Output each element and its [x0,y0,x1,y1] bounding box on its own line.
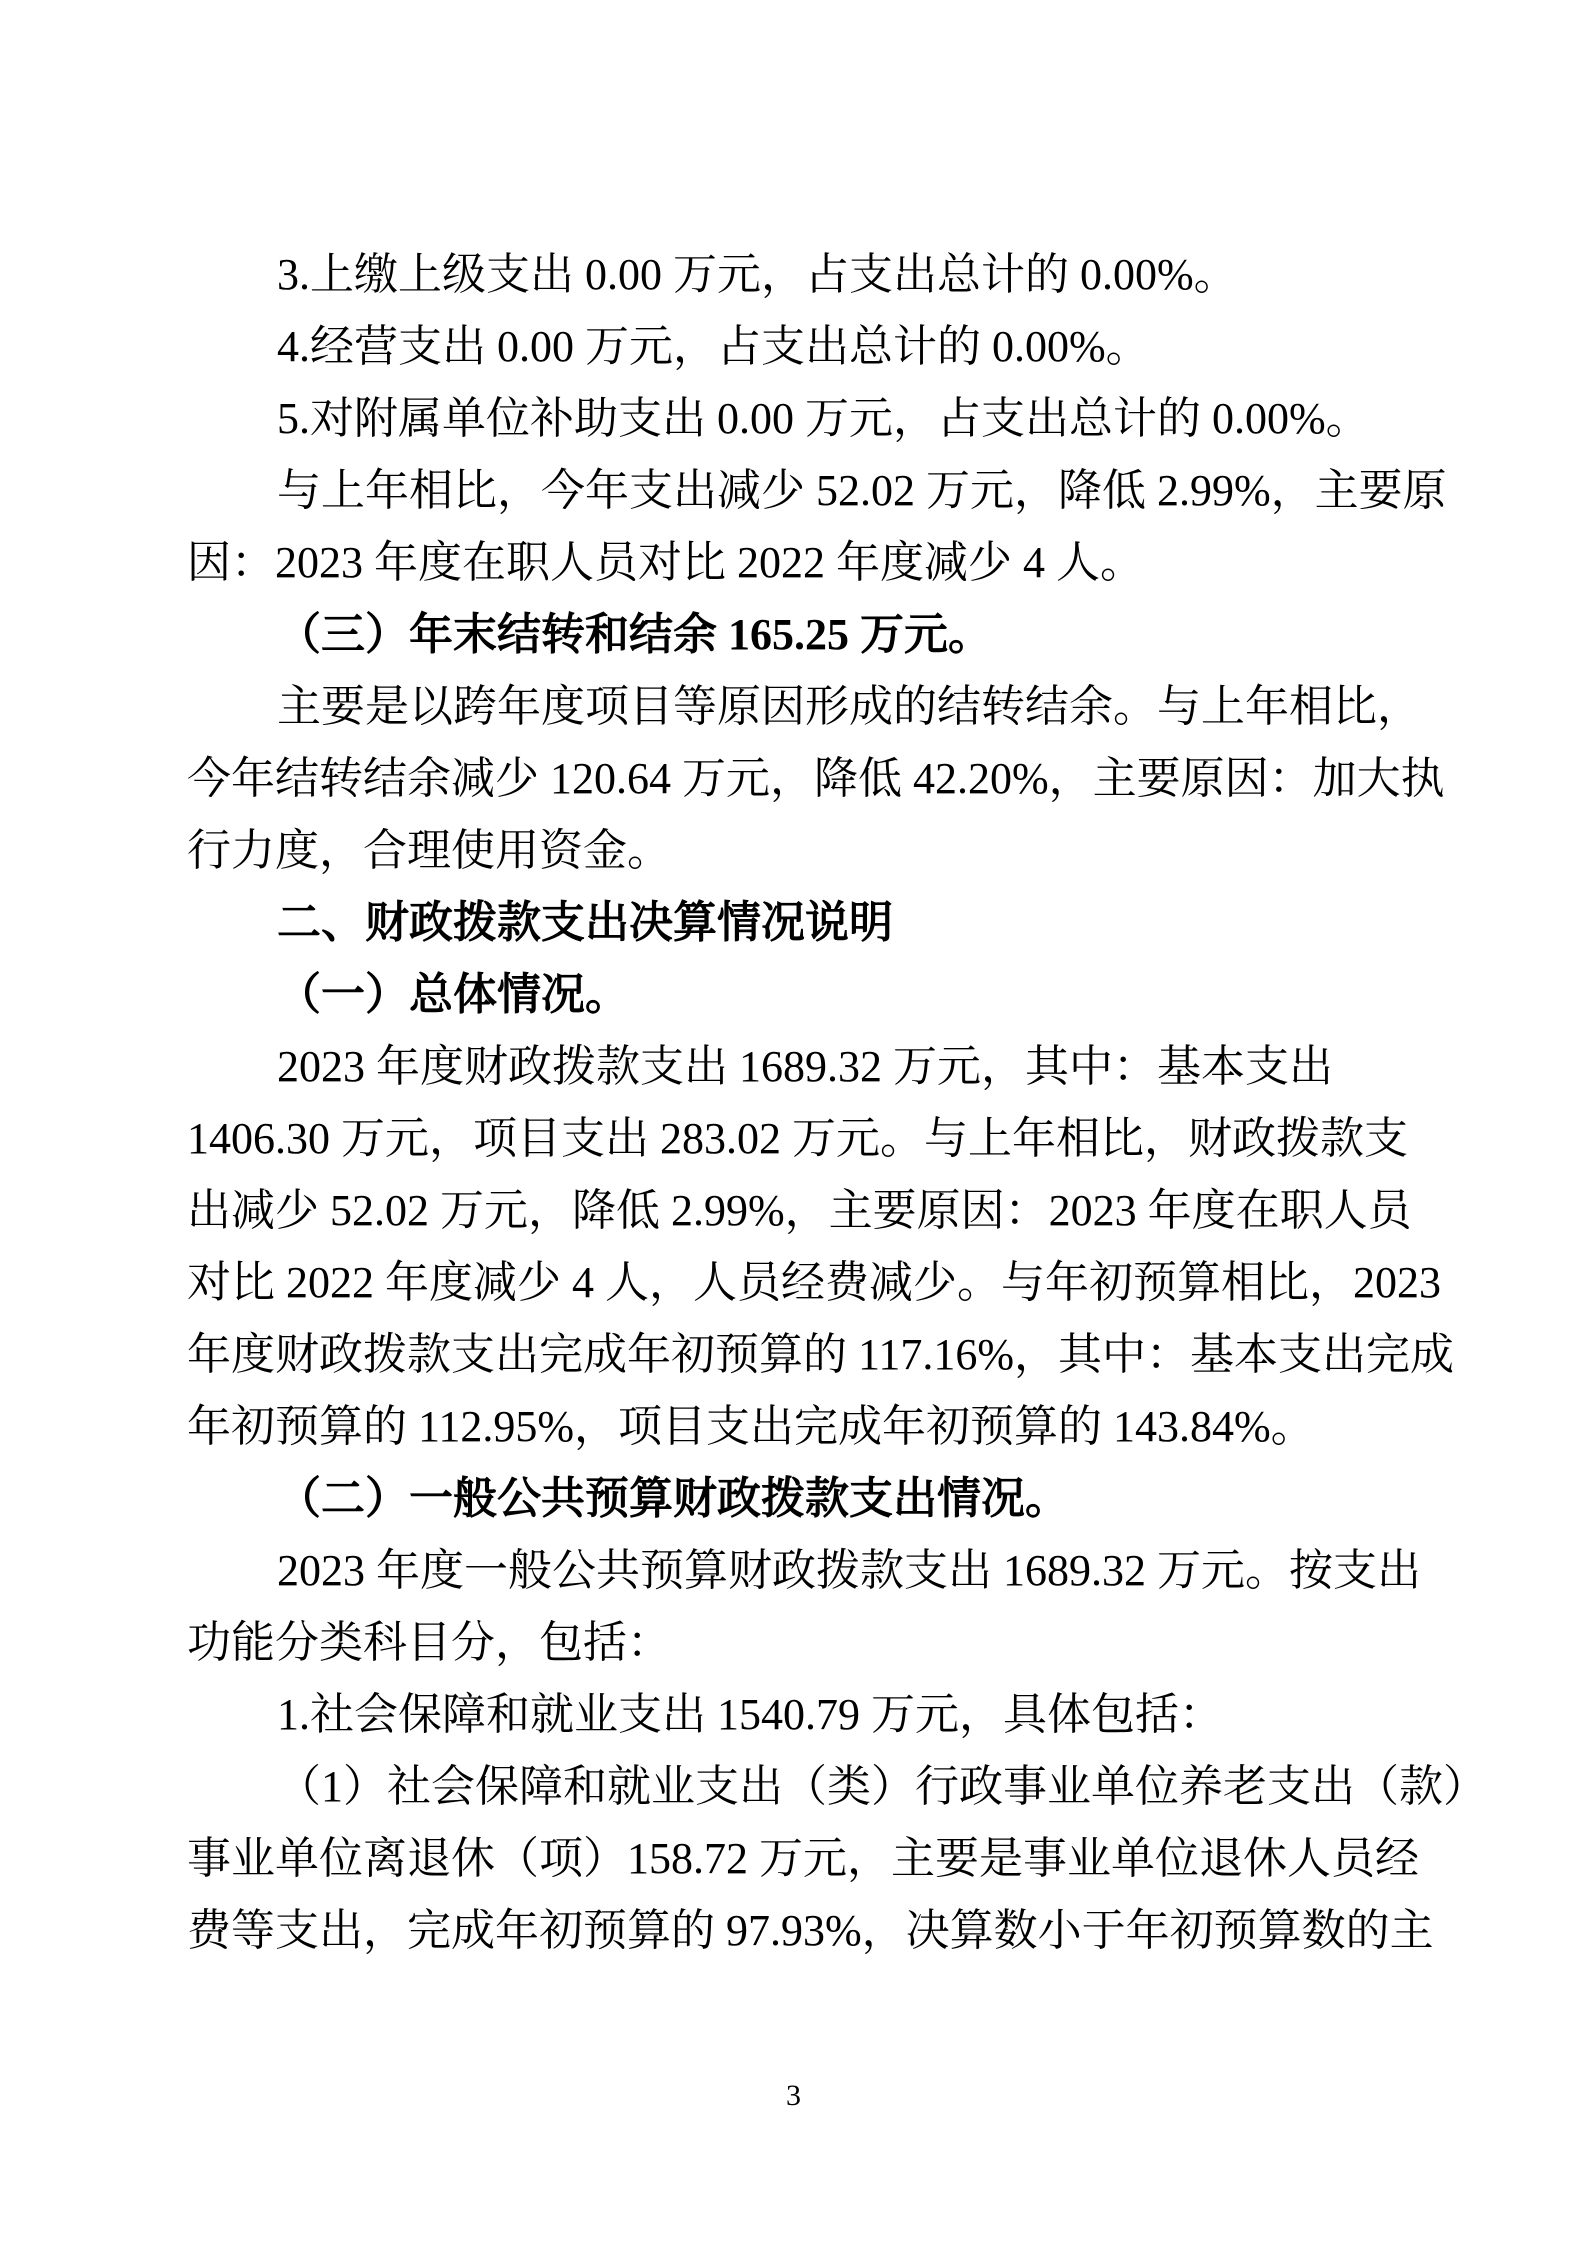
paragraph-carryover-line-1: 主要是以跨年度项目等原因形成的结转结余。与上年相比， [277,682,1421,731]
paragraph-general-budget-line-2: 功能分类科目分，包括： [187,1618,671,1667]
paragraph-pension-detail-line-2: 事业单位离退休（项）158.72 万元，主要是事业单位退休人员经 [187,1834,1419,1883]
paragraph-overall-line-3: 出减少 52.02 万元，降低 2.99%，主要原因：2023 年度在职人员 [187,1186,1412,1235]
heading-section-2-general-budget: （二）一般公共预算财政拨款支出情况。 [277,1474,1069,1523]
paragraph-carryover-line-2: 今年结转结余减少 120.64 万元，降低 42.20%，主要原因：加大执 [187,754,1445,803]
paragraph-overall-line-6: 年初预算的 112.95%，项目支出完成年初预算的 143.84%。 [187,1402,1315,1451]
list-item-4-operating-expense: 4.经营支出 0.00 万元，占支出总计的 0.00%。 [277,322,1150,371]
heading-chapter-2-fiscal-appropriation: 二、财政拨款支出决算情况说明 [277,898,893,947]
paragraph-general-budget-line-1: 2023 年度一般公共预算财政拨款支出 1689.32 万元。按支出 [277,1546,1421,1595]
list-item-1-social-security: 1.社会保障和就业支出 1540.79 万元，具体包括： [277,1690,1223,1739]
paragraph-overall-line-1: 2023 年度财政拨款支出 1689.32 万元，其中：基本支出 [277,1042,1333,1091]
paragraph-yoy-comparison-line-1: 与上年相比，今年支出减少 52.02 万元，降低 2.99%，主要原 [277,466,1447,515]
paragraph-yoy-comparison-line-2: 因：2023 年度在职人员对比 2022 年度减少 4 人。 [187,538,1144,587]
page-number: 3 [786,2079,801,2112]
heading-section-3-carryover: （三）年末结转和结余 165.25 万元。 [277,610,992,659]
list-item-5-subsidy-expense: 5.对附属单位补助支出 0.00 万元，占支出总计的 0.00%。 [277,394,1370,443]
document-body [187,239,1487,1967]
paragraph-overall-line-4: 对比 2022 年度减少 4 人，人员经费减少。与年初预算相比，2023 [187,1258,1441,1307]
paragraph-pension-detail-line-3: 费等支出，完成年初预算的 97.93%，决算数小于年初预算数的主 [187,1906,1434,1955]
paragraph-overall-line-2: 1406.30 万元，项目支出 283.02 万元。与上年相比，财政拨款支 [187,1114,1408,1163]
paragraph-overall-line-5: 年度财政拨款支出完成年初预算的 117.16%，其中：基本支出完成 [187,1330,1455,1379]
paragraph-carryover-line-3: 行力度，合理使用资金。 [187,826,671,875]
list-item-3-superior-remittance: 3.上缴上级支出 0.00 万元，占支出总计的 0.00%。 [277,250,1238,299]
paragraph-pension-detail-line-1: （1）社会保障和就业支出（类）行政事业单位养老支出（款） [277,1762,1487,1811]
heading-section-1-overall: （一）总体情况。 [277,970,629,1019]
